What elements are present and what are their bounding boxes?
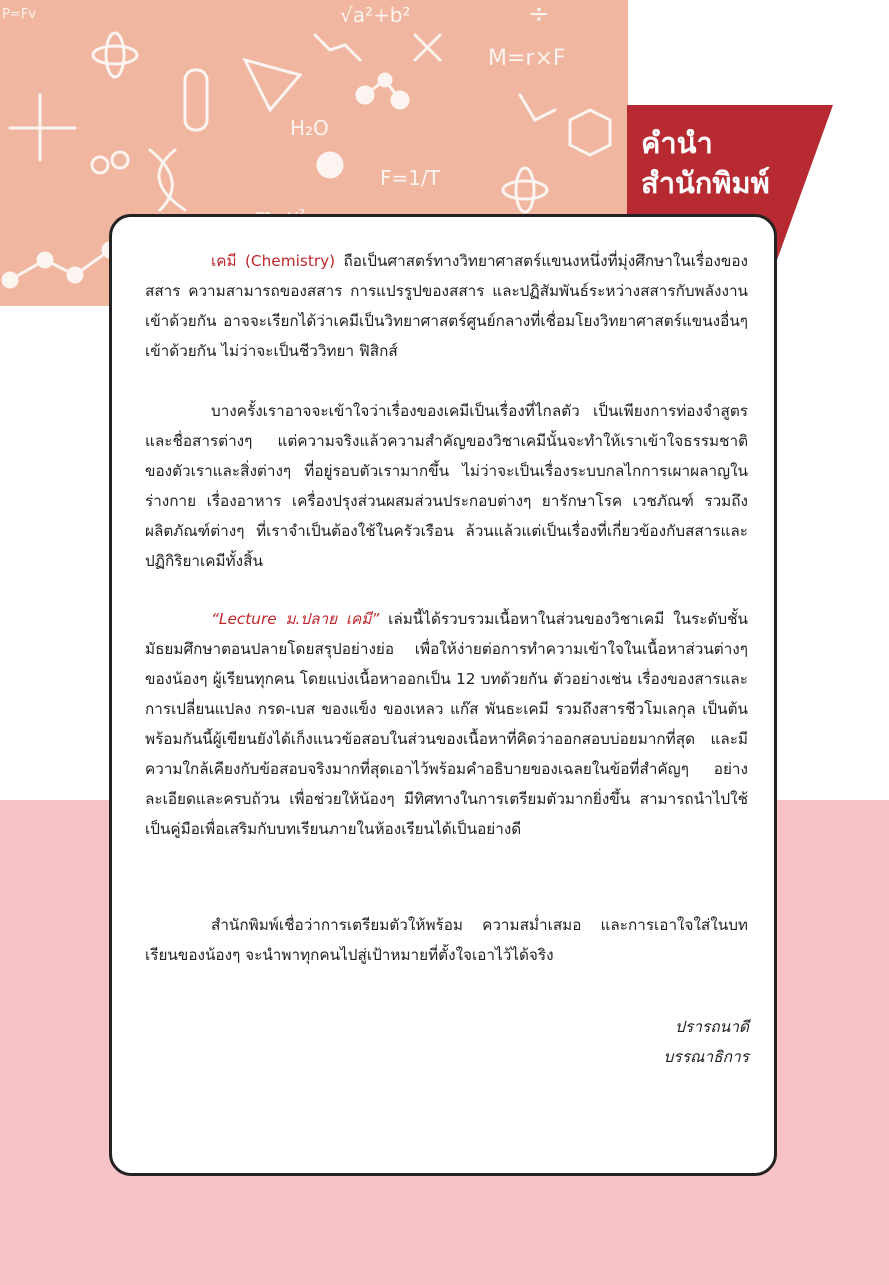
paragraph-3-text: เล่มนี้ได้รวบรวมเนื้อหาในส่วนของวิชาเคมี ในระดับชั้นมัธยมศึกษาตอนปลายโดยสรุปอย่างย่อ เพื่อให้ง่ายต่อการทำความเข้าใจในเนื้อหาส่วนต่างๆ ของน้องๆ ผู้เรียนทุกคน โดยแบ่งเนื้อหาออกเป็น 12 บทด้วยกัน ตัวอย่างเช่น เรื่องของสารและการเปลี่ยนแปลง กรด-เบส ของแข็ง ของเหลว แก๊ส พันธะเคมี รวมถึงสารชีวโมเลกุล เป็นต้น พร้อมกันนี้ผู้เขียนยังได้เก็งแนวข้อสอบในส่วนของเนื้อหาที่คิดว่าออกสอบบ่อยมากที่สุด และมีความใกล้เคียงกับข้อสอบจริงมากที่สุดเอาไว้พร้อมคำอธิบายของเฉลยในข้อที่สำคัญๆ อย่างละเอียดและครบถ้วน เพื่อช่วยให้น้องๆ มีทิศทางในการเตรียมตัวมากยิ่งขึ้น สามารถนำไปใช้เป็นคู่มือเพื่อเสริมกับบทเรียนภายในห้องเรียนได้เป็นอย่างดี [145,610,748,838]
paragraph-2: บางครั้งเราอาจจะเข้าใจว่าเรื่องของเคมีเป็นเรื่องที่ไกลตัว เป็นเพียงการท่องจำสูตรและชื่อสารต่างๆ แต่ความจริงแล้วความสำคัญของวิชาเคมีนั้นจะทำให้เราเข้าใจธรรมชาติของตัวเราและสิ่งต่างๆ ที่อยู่รอบตัวเรามากขึ้น ไม่ว่าจะเป็นเรื่องระบบกลไกการเผาผลาญในร่างกาย เรื่องอาหาร เครื่องปรุงส่วนผสมส่วนประกอบต่างๆ ยารักษาโรค เวชภัณฑ์ รวมถึงผลิตภัณฑ์ต่างๆ ที่เราจำเป็นต้องใช้ในครัวเรือน ล้วนแล้วแต่เป็นเรื่องที่เกี่ยวข้องกับสสารและปฏิกิริยาเคมีทั้งสิ้น [145,402,748,570]
page-title-line-2: สำนักพิมพ์ [641,166,770,200]
page-title-line-1: คำนำ [641,126,713,160]
signature-editor: บรรณาธิการ [663,1048,749,1066]
paragraph-1-text: ถือเป็นศาสตร์ทางวิทยาศาสตร์แขนงหนึ่งที่มุ่งศึกษาในเรื่องของสสาร ความสามารถของสสาร การแปรรูปของสสาร และปฏิสัมพันธ์ระหว่างสสารกับพลังงานเข้าด้วยกัน อาจจะเรียกได้ว่าเคมีเป็นวิทยาศาสตร์ศูนย์กลางที่เชื่อมโยงวิทยาศาสตร์แขนงอื่นๆ เข้าด้วยกัน ไม่ว่าจะเป็นชีววิทยา ฟิสิกส์ [145,252,748,360]
doodle-formula-1: √a²+b² [340,3,411,27]
paragraph-1-lead: เคมี (Chemistry) [211,252,336,270]
doodle-formula-4: F=1/T [380,166,440,190]
doodle-formula-3: H₂O [290,116,329,140]
doodle-formula-6: ÷ [528,0,550,29]
paragraph-4: สำนักพิมพ์เชื่อว่าการเตรียมตัวให้พร้อม ความสม่ำเสมอ และการเอาใจใส่ในบทเรียนของน้องๆ จะนำพาทุกคนไปสู่เป้าหมายที่ตั้งใจเอาไว้ได้จริง [145,916,748,964]
doodle-formula-2: M=r×F [488,46,566,71]
paragraph-3-lead: “Lecture ม.ปลาย เคมี” [211,610,380,628]
paragraph-3 [145,604,748,844]
paragraph-1 [145,246,748,366]
doodle-formula-7: P=Fv [2,7,36,22]
signature-greeting: ปรารถนาดี [675,1018,749,1036]
page-title [641,123,770,203]
